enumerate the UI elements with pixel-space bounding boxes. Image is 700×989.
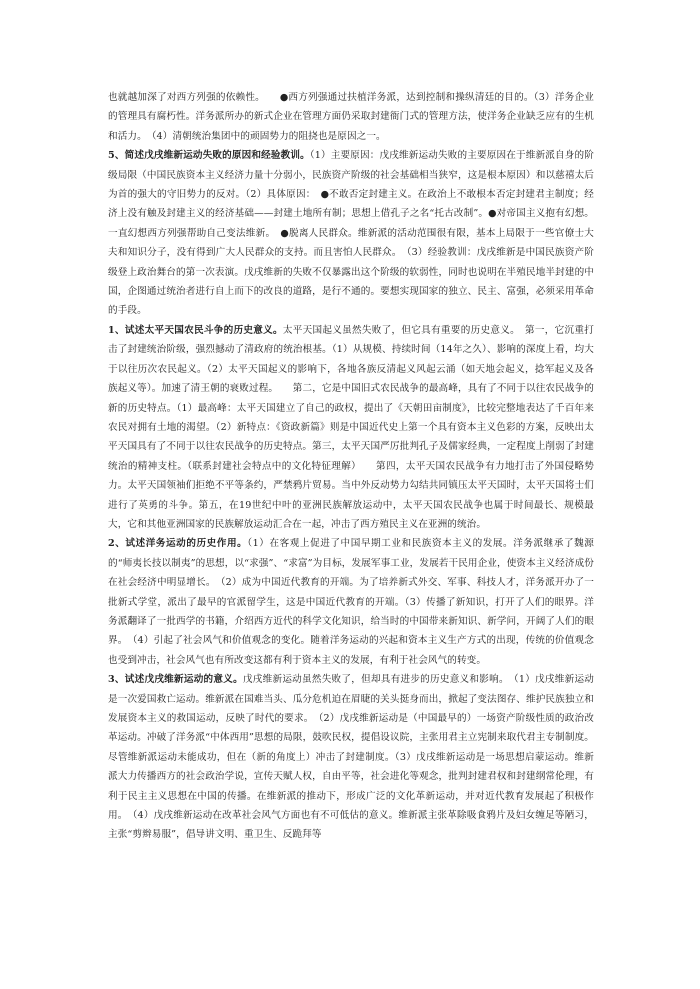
paragraph-wuxu [108,670,594,845]
section-heading: 1、试述太平天国农民斗争的历史意义。 [108,324,283,336]
paragraph-text: （1）主要原因：戊戌维新运动失败的主要原因在于维新派自身的阶级局限（中国民族资本主义经济力量十分弱小，民族资产阶级的社会基础相当狭窄，这是根本原因）和以慈禧太后为首的强大的守旧势力的反对。（2）具体原因： ●不敢否定封建主义。在政治上不敢根本否定封建君主制度；经济上没有触及封建主义的经济基础——封建土地所有制；思想上借孔子之名“托古改制”。●对帝国主义抱有幻想。一直幻想西方列强帮助自己变法维新。 ●脱离人民群众。维新派的活动范围很有限，基本上局限于一些官僚士大夫和知识分子，没有得到广大人民群众的支持。而且害怕人民群众。 （3）经验教训：戊戌维新是中国民族资产阶级登上政治舞台的第一次表演。戊戌维新的失败不仅暴露出这个阶级的软弱性，同时也说明在半殖民地半封建的中国，企图通过统治者进行自上而下的改良的道路，是行不通的。要想实现国家的独立、民主、富强，必须采用革命的手段。 [108,150,594,317]
section-heading: 3、试述戊戌维新运动的意义。 [108,674,243,686]
paragraph-text: （1）在客观上促进了中国早期工业和民族资本主义的发展。洋务派继承了魏源的“师夷长技以制夷”的思想，以“求强”、“求富”为目标，发展军事工业，发展若干民用企业，使资本主义经济成份在社会经济中明显增长。 （2）成为中国近代教育的开端。为了培养新式外交、军事、科技人才，洋务派开办了一批新式学堂，派出了最早的官派留学生，这是中国近代教育的开端。（3）传播了新知识，打开了人们的眼界。洋务派翻译了一批西学的书籍，介绍西方近代的科学文化知识，给当时的中国带来新知识、新学问，开阔了人们的眼界。 （4）引起了社会风气和价值观念的变化。随着洋务运动的兴起和资本主义生产方式的出现，传统的价值观念也受到冲击，社会风气也有所改变这都有利于资本主义的发展，有利于社会风气的转变。 [108,538,594,666]
paragraph-text: 戊戌维新运动虽然失败了，但却具有进步的历史意义和影响。 （1）戊戌维新运动是一次爱国救亡运动。维新派在国难当头、瓜分危机迫在眉睫的关头挺身而出，掀起了变法图存、维护民族独立和发展资本主义的救国运动，反映了时代的要求。 （2）戊戌维新运动是（中国最早的）一场资产阶级性质的政治改革运动。冲破了洋务派“中体西用”思想的局限，鼓吹民权，提倡设议院，主张用君主立宪制来取代君主专制制度。尽管维新派运动未能成功，但在（新的角度上）冲击了封建制度。（3）戊戌维新运动是一场思想启蒙运动。维新派大力传播西方的社会政治学说，宣传天赋人权，自由平等，社会进化等观念，批判封建君权和封建纲常伦理，有利于民主主义思想在中国的传播。在维新派的推动下，形成广泛的文化革新运动，并对近代教育发展起了积极作用。 （4）戊戌维新运动在改革社会风气方面也有不可低估的意义。维新派主张革除吸食鸦片及妇女缠足等陋习，主张“剪辫易服”，倡导讲文明、重卫生、反跪拜等 [108,674,594,841]
paragraph-yangwu [108,534,594,670]
section-heading: 5、简述戊戌维新运动失败的原因和经验教训。 [108,150,310,162]
paragraph-text: 也就越加深了对西方列强的依赖性。 ●西方列强通过扶植洋务派，达到控制和操纵清廷的目的。（3）洋务企业的管理具有腐朽性。洋务派所办的新式企业在管理方面仍采取封建衙门式的管理方法，使洋务企业缺乏应有的生机和活力。 （4）清朝统治集团中的顽固势力的阻挠也是原因之一。 [108,92,594,142]
paragraph-continuation [108,88,594,146]
paragraph-text: 太平天国起义虽然失败了，但它具有重要的历史意义。 第一，它沉重打击了封建统治阶级，强烈撼动了清政府的统治根基。（1）从规模、持续时间（14年之久）、影响的深度上看，均大于以往历次农民起义。（2）太平天国起义的影响下，各地各族反清起义风起云涌（如天地会起义，捻军起义及各族起义等）。加速了清王朝的衰败过程。 第二，它是中国旧式农民战争的最高峰，具有了不同于以往农民战争的新的历史特点。（1）最高峰：太平天国建立了自己的政权，提出了《天朝田亩制度》，比较完整地表达了千百年来农民对拥有土地的渴望。（2）新特点：《资政新篇》则是中国近代史上第一个具有资本主义色彩的方案，反映出太平天国具有了不同于以往农民战争的历史特点。第三，太平天国严厉批判孔子及儒家经典，一定程度上削弱了封建统治的精神支柱。（联系封建社会特点中的文化特征理解） 第四，太平天国农民战争有力地打击了外国侵略势力。太平天国领袖们拒绝不平等条约，严禁鸦片贸易。当中外反动势力勾结共同镇压太平天国时，太平天国将士们进行了英勇的斗争。第五，在19世纪中叶的亚洲民族解放运动中，太平天国农民战争也属于时间最长、规模最大，它和其他亚洲国家的民族解放运动汇合在一起，冲击了西方殖民主义在亚洲的统治。 [108,324,594,530]
paragraph-q5 [108,146,594,321]
paragraph-taiping [108,321,594,534]
document-page [108,88,594,918]
section-heading: 2、试述洋务运动的历史作用。 [108,538,248,550]
